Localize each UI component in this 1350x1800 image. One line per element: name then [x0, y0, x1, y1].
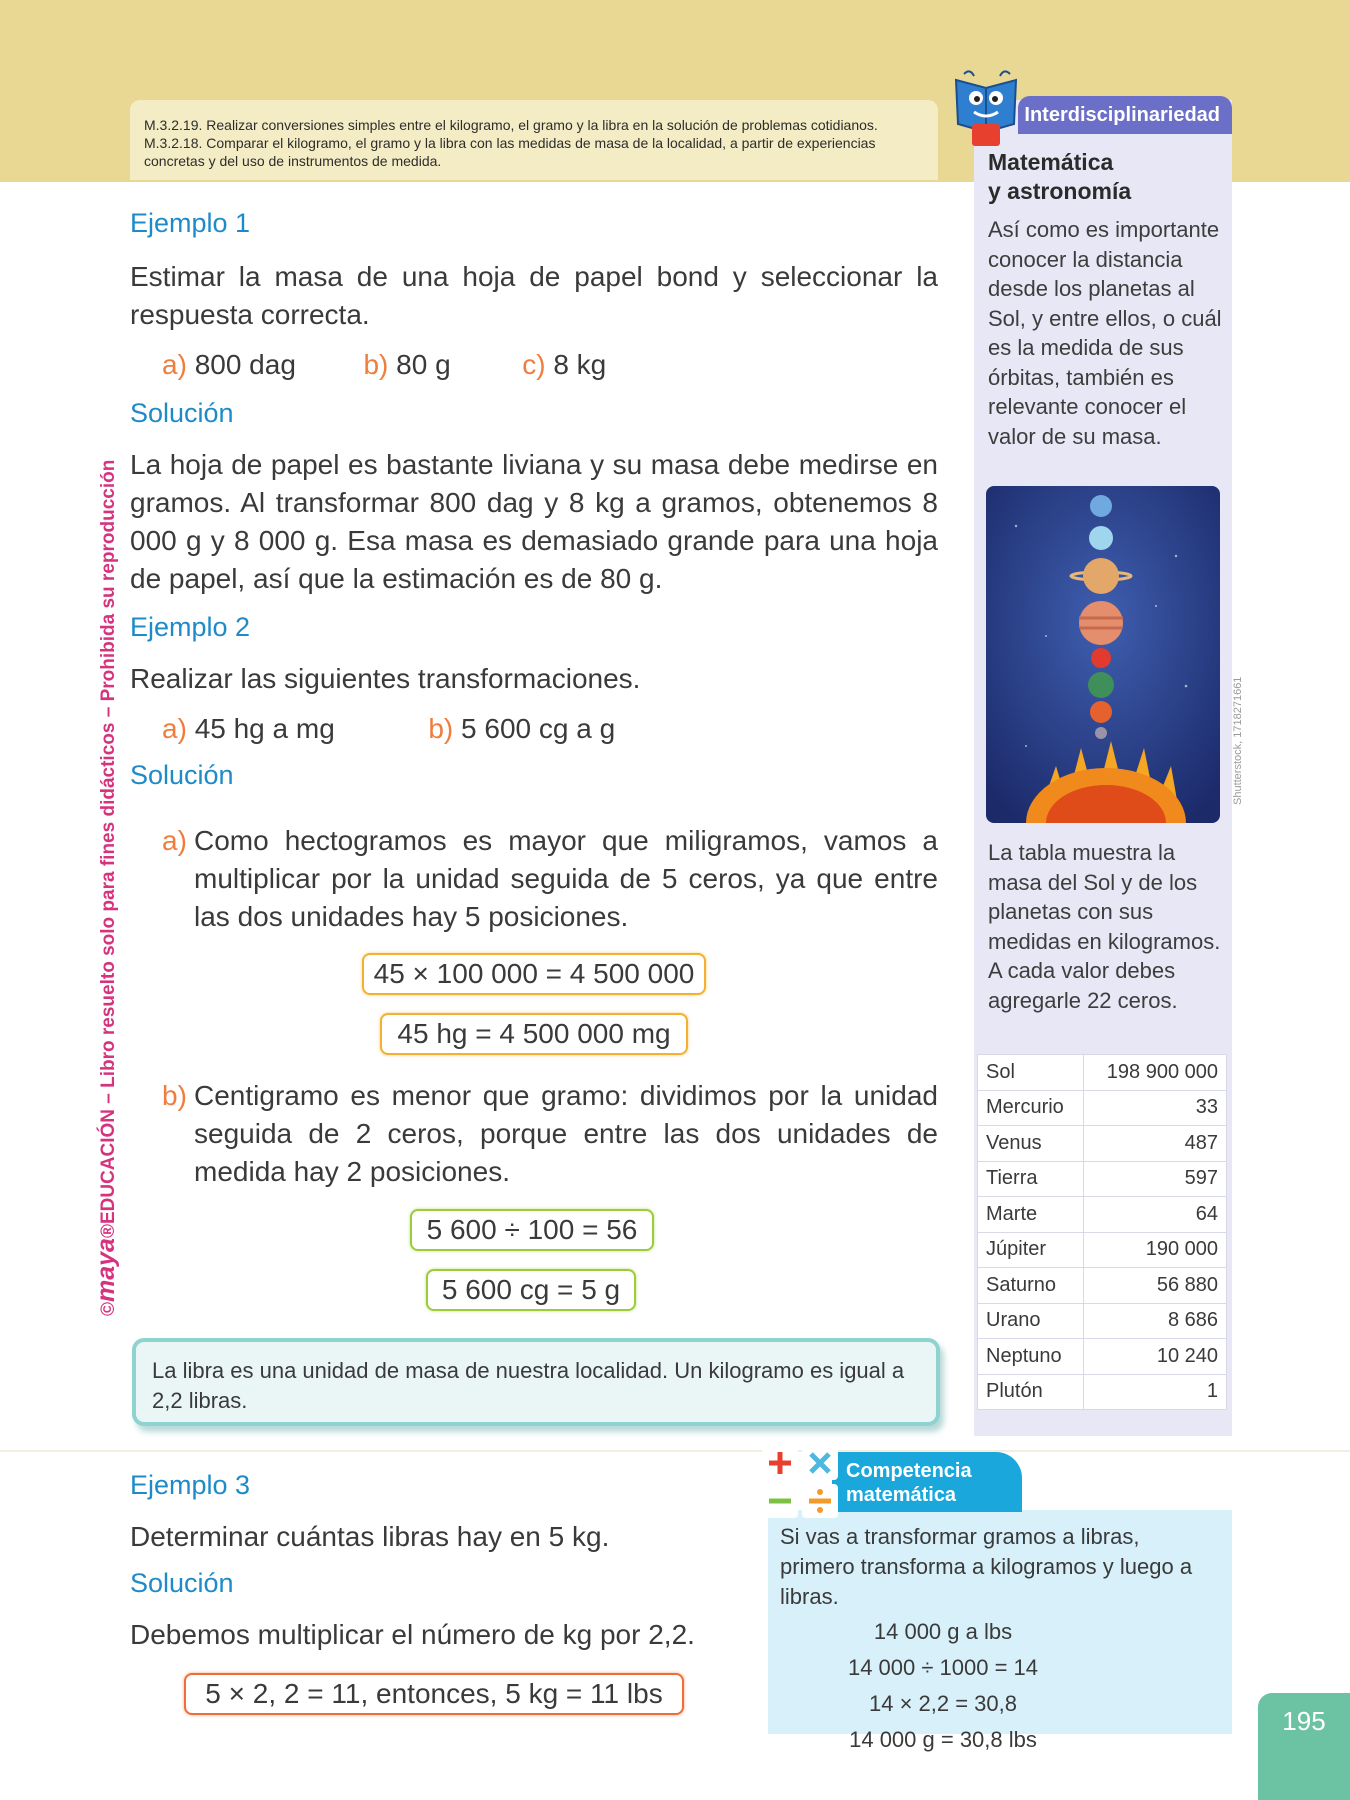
- table-row: [978, 1126, 1227, 1162]
- table-row: [978, 1232, 1227, 1268]
- planet-mass: 10 240: [1083, 1339, 1226, 1375]
- planet-name: Sol: [978, 1055, 1084, 1091]
- objective-1: M.3.2.19. Realizar conversiones simples entre el kilogramo, el gramo y la libra en la solución de problemas cotidianos.: [144, 117, 878, 133]
- example2-part-a: [162, 822, 938, 936]
- competence-tab-line2: matemática: [846, 1484, 957, 1506]
- competence-intro: Si vas a transformar gramos a libras, primero transforma a kilogramos y luego a libras.: [780, 1524, 1193, 1609]
- planet-name: Saturno: [978, 1268, 1084, 1304]
- planet-name: Tierra: [978, 1161, 1084, 1197]
- option-letter: a): [162, 713, 187, 744]
- planet-name: Marte: [978, 1197, 1084, 1233]
- sidebar-title: [988, 148, 1228, 206]
- option-letter: b): [428, 713, 454, 744]
- table-row: [978, 1303, 1227, 1339]
- table-row: [978, 1268, 1227, 1304]
- competence-tab-line1: Competencia: [846, 1460, 972, 1482]
- example3-statement: Determinar cuántas libras hay en 5 kg.: [130, 1521, 610, 1552]
- planet-name: Plutón: [978, 1374, 1084, 1410]
- page-number: 195: [1258, 1693, 1350, 1800]
- table-row: [978, 1339, 1227, 1375]
- equation-a1: 45 × 100 000 = 4 500 000: [362, 953, 706, 995]
- sidebar-paragraph-1: Así como es importante conocer la distancia desde los planetas al Sol, y entre ellos, o cuál es la medida de sus órbitas, también es relevante conocer el valor de su masa.: [988, 217, 1222, 449]
- sidebar-tab: Interdisciplinariedad: [1018, 96, 1232, 134]
- planet-mass: 33: [1083, 1090, 1226, 1126]
- example1-heading: Ejemplo 1: [130, 208, 251, 238]
- sidebar-title-line1: Matemática: [988, 149, 1114, 175]
- math-operators-icon: [760, 1444, 840, 1520]
- copyright-symbol: ©: [98, 1302, 119, 1316]
- option-text: 8 kg: [553, 349, 607, 380]
- sidebar-title-line2: y astronomía: [988, 178, 1132, 204]
- planet-mass: 64: [1083, 1197, 1226, 1233]
- example3-heading: Ejemplo 3: [130, 1470, 251, 1500]
- copyright-note: [92, 460, 121, 1316]
- example2-part-b: [162, 1077, 938, 1191]
- table-row: [978, 1161, 1227, 1197]
- planet-mass: 198 900 000: [1083, 1055, 1226, 1091]
- objective-2: M.3.2.18. Comparar el kilogramo, el gramo y la libra con las medidas de masa de la localidad, a partir de experiencias concretas y del uso de instrumentos de medida.: [144, 135, 876, 169]
- section-divider: [0, 1450, 1350, 1452]
- competence-line: 14 × 2,2 = 30,8: [868, 1691, 1018, 1716]
- planet-mass-table: [977, 1054, 1227, 1410]
- competence-line: 14 000 g a lbs: [873, 1619, 1013, 1644]
- example1-statement: Estimar la masa de una hoja de papel bond y seleccionar la respuesta correcta.: [130, 261, 938, 330]
- planet-name: Venus: [978, 1126, 1084, 1162]
- planet-mass: 8 686: [1083, 1303, 1226, 1339]
- planet-mass: 487: [1083, 1126, 1226, 1162]
- example1-options: [162, 346, 942, 384]
- example2-solution-heading: Solución: [130, 760, 234, 790]
- part-a-letter: a): [162, 825, 187, 856]
- libra-info-box: [132, 1338, 940, 1426]
- part-a-text: Como hectogramos es mayor que miligramos, vamos a multiplicar por la unidad seguida de 5 ceros, ya que entre las dos unidades hay 5 posiciones.: [194, 825, 938, 932]
- planet-mass: 56 880: [1083, 1268, 1226, 1304]
- example2-options: [162, 710, 942, 748]
- equation-a2: 45 hg = 4 500 000 mg: [380, 1013, 688, 1055]
- competence-line: 14 000 g = 30,8 lbs: [849, 1727, 1037, 1752]
- option-text: 80 g: [396, 349, 451, 380]
- sidebar-paragraph-2: La tabla muestra la masa del Sol y de los planetas con sus medidas en kilogramos. A cada valor debes agregarle 22 ceros.: [988, 840, 1221, 1013]
- libra-note-text: La libra es una unidad de masa de nuestra localidad. Un kilogramo es igual a 2,2 libras.: [152, 1358, 905, 1413]
- table-row: [978, 1055, 1227, 1091]
- option-letter: c): [522, 349, 546, 380]
- book-mascot-icon: [950, 66, 1022, 150]
- planet-name: Neptuno: [978, 1339, 1084, 1375]
- example2-statement: Realizar las siguientes transformaciones.: [130, 663, 641, 694]
- math-competence-box: [768, 1510, 1232, 1752]
- registered-symbol: ®: [98, 1224, 119, 1239]
- part-b-letter: b): [162, 1080, 187, 1111]
- equation-b2: 5 600 cg = 5 g: [426, 1269, 636, 1311]
- table-row: [978, 1197, 1227, 1233]
- part-b-text: Centigramo es menor que gramo: dividimos por la unidad seguida de 2 ceros, porque entre las dos unidades de medida hay 2 posiciones.: [194, 1080, 938, 1187]
- example1-solution-text: La hoja de papel es bastante liviana y su masa debe medirse en gramos. Al transformar 800 dag y 8 kg a gramos, obtenemos 8 000 g y 8 000 g. Esa masa es demasiado grande para una hoja de papel, así que la estimación es de 80 g.: [130, 449, 938, 594]
- planet-mass: 1: [1083, 1374, 1226, 1410]
- competence-line: 14 000 ÷ 1000 = 14: [847, 1655, 1039, 1680]
- planet-name: Urano: [978, 1303, 1084, 1339]
- example2-heading: Ejemplo 2: [130, 612, 251, 642]
- option-text: 45 hg a mg: [194, 713, 335, 744]
- example3-solution-text: Debemos multiplicar el número de kg por 2,2.: [130, 1619, 695, 1650]
- competence-tab: [832, 1452, 1022, 1512]
- option-text: 800 dag: [194, 349, 296, 380]
- copyright-text: EDUCACIÓN – Libro resuelto solo para fines didácticos – Prohibida su reproducción: [98, 459, 119, 1225]
- option-text: 5 600 cg a g: [461, 713, 616, 744]
- image-credit: Shutterstock, 1718271661: [1232, 676, 1244, 805]
- example1-solution-heading: Solución: [130, 398, 234, 428]
- learning-objectives: [130, 100, 938, 180]
- planet-name: Mercurio: [978, 1090, 1084, 1126]
- example3-solution-heading: Solución: [130, 1568, 234, 1598]
- planet-mass: 597: [1083, 1161, 1226, 1197]
- brand-logo: maya: [92, 1238, 120, 1302]
- planet-name: Júpiter: [978, 1232, 1084, 1268]
- table-row: [978, 1374, 1227, 1410]
- solar-system-image: [986, 486, 1220, 823]
- planet-mass: 190 000: [1083, 1232, 1226, 1268]
- equation-example3: 5 × 2, 2 = 11, entonces, 5 kg = 11 lbs: [184, 1673, 684, 1715]
- option-letter: b): [363, 349, 389, 380]
- option-letter: a): [162, 349, 187, 380]
- table-row: [978, 1090, 1227, 1126]
- equation-b1: 5 600 ÷ 100 = 56: [410, 1209, 654, 1251]
- competence-steps: [768, 1614, 1118, 1758]
